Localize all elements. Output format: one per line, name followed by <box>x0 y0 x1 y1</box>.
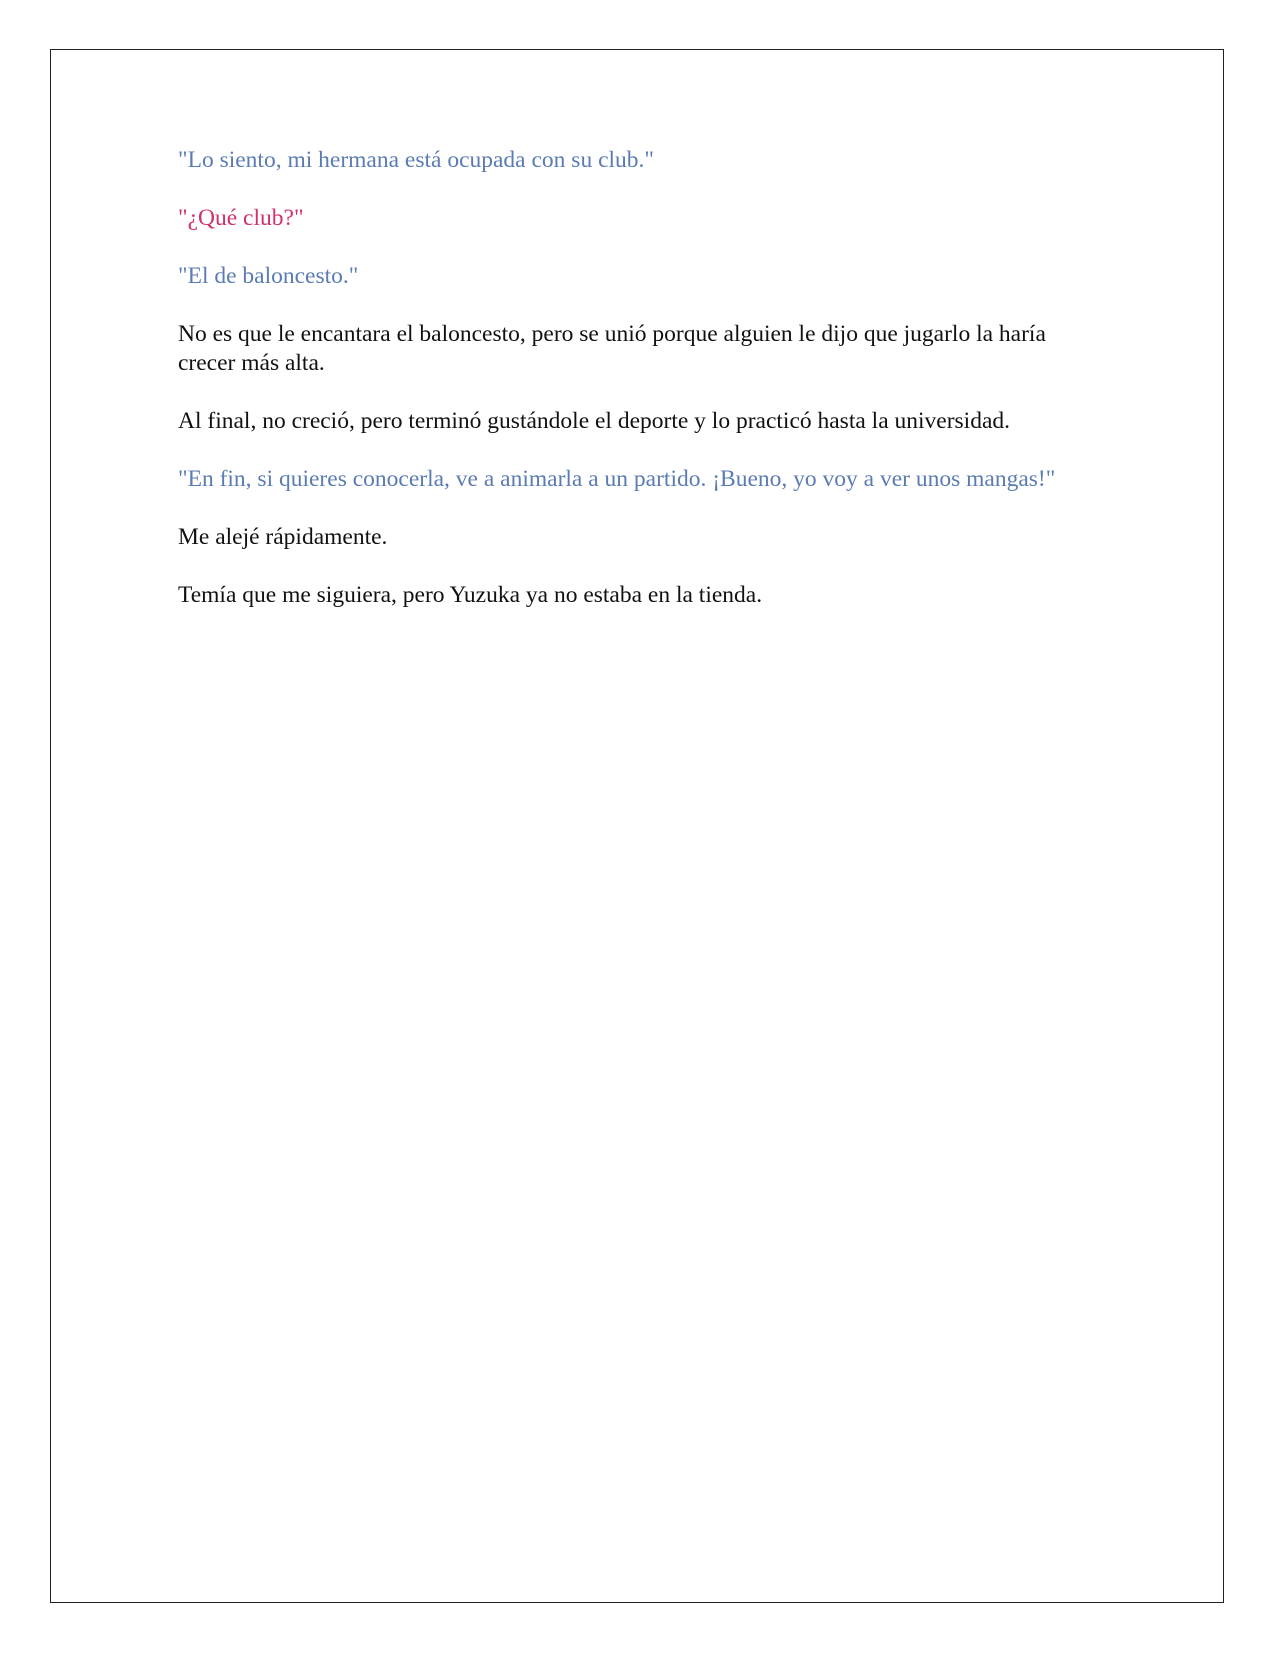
narration-paragraph: Me alejé rápidamente. <box>178 524 388 550</box>
page-content <box>178 146 1098 639</box>
narration-paragraph: Temía que me siguiera, pero Yuzuka ya no estaba en la tienda. <box>178 582 763 608</box>
dialogue-paragraph: "¿Qué club?" <box>178 205 304 231</box>
narration-paragraph: No es que le encantara el baloncesto, pero se unió porque alguien le dijo que jugarlo la haría crecer más alta. <box>178 321 1046 376</box>
dialogue-paragraph: "El de baloncesto." <box>178 263 359 289</box>
dialogue-paragraph: "En fin, si quieres conocerla, ve a animarla a un partido. ¡Bueno, yo voy a ver unos mangas!" <box>178 466 1056 492</box>
dialogue-paragraph: "Lo siento, mi hermana está ocupada con su club." <box>178 147 654 173</box>
narration-paragraph: Al final, no creció, pero terminó gustándole el deporte y lo practicó hasta la universidad. <box>178 408 1011 434</box>
document-page <box>50 49 1224 1603</box>
